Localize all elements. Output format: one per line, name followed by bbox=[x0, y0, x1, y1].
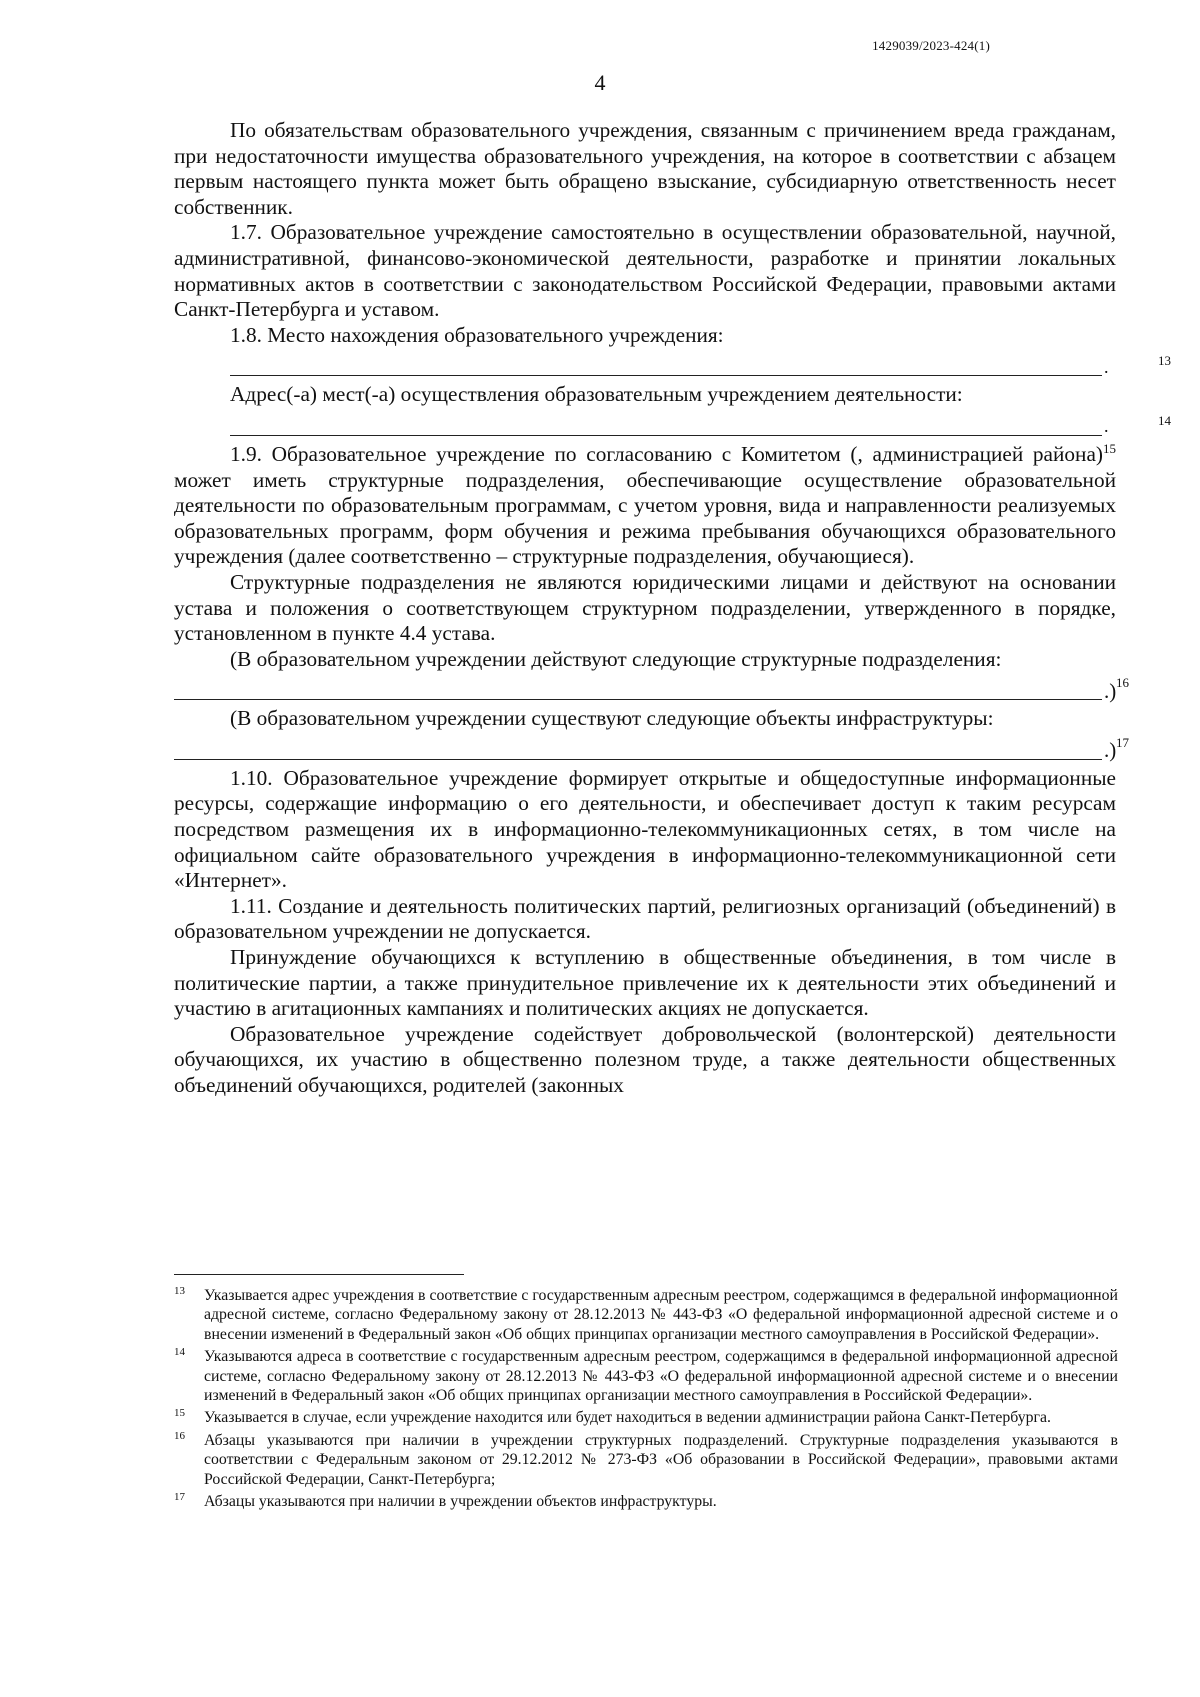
paragraph-text: может иметь структурные подразделения, обеспечивающие осуществление образовательной деятельности по образовательным программам, с учетом уровня, вида и направленности реализуемых образовательных программ, форм обучения и режима пребывания обучающихся образовательного учреждения (далее соответственно – структурные подразделения, обучающиеся). bbox=[174, 467, 1116, 569]
paragraph-1-11: 1.11. Создание и деятельность политических партий, религиозных организаций (объединений) в образовательном учреждении не допускается. bbox=[174, 893, 1116, 944]
footnote-ref-14[interactable]: 14 bbox=[1158, 412, 1171, 428]
footnote-text: Указываются адреса в соответствие с государственным адресным реестром, содержащимся в федеральной информационной адресной системе, согласно Федеральному закону от 28.12.2013 № 443-ФЗ «О федеральной информационной адресной системе и о внесении изменений в Федеральный закон «Об общих принципах организации местного самоуправления в Российской Федерации». bbox=[204, 1348, 1118, 1405]
footnote-number: 15 bbox=[174, 1407, 185, 1420]
fill-in-line-structural-units bbox=[230, 672, 1129, 706]
page-number: 4 bbox=[594, 70, 606, 95]
line-end-punctuation: . bbox=[1104, 416, 1109, 437]
footnote-text: Указывается в случае, если учреждение находится или будет находиться в ведении администрации района Санкт-Петербурга. bbox=[204, 1409, 1051, 1427]
footnote-13 bbox=[174, 1286, 1118, 1344]
fill-in-rule bbox=[174, 759, 1102, 760]
footnote-text: Абзацы указываются при наличии в учреждении структурных подразделений. Структурные подразделения указываются в соответствии с Федеральным законом от 29.12.2012 № 273-ФЗ «Об образовании в Российской Федерации», правовыми актами Российской Федерации, Санкт-Петербурга; bbox=[204, 1431, 1118, 1488]
footnote-ref-13[interactable]: 13 bbox=[1158, 353, 1171, 369]
paragraph-structural-units: (В образовательном учреждении действуют следующие структурные подразделения: bbox=[230, 646, 1002, 671]
footnote-17 bbox=[174, 1492, 1118, 1511]
paragraph-address: Адрес(-а) мест(-а) осуществления образовательным учреждением деятельности: bbox=[230, 382, 963, 407]
fill-in-rule bbox=[230, 435, 1102, 436]
footnote-15 bbox=[174, 1408, 1118, 1427]
paragraph-1-7: 1.7. Образовательное учреждение самостоятельно в осуществлении образовательной, научной, административной, финансово-экономической деятельности, разработке и принятии локальных нормативных актов в соответствии с законодательством Российской Федерации, правовыми актами Санкт-Петербурга и уставом. bbox=[174, 220, 1116, 322]
paragraph-1-9 bbox=[174, 442, 1116, 570]
footnote-ref-16[interactable]: 16 bbox=[1116, 675, 1129, 691]
footnote-16 bbox=[174, 1431, 1118, 1489]
fill-in-rule bbox=[230, 375, 1102, 376]
footnotes bbox=[174, 1286, 1118, 1514]
paragraph-text: 1.9. Образовательное учреждение по согласованию с Комитетом (, администрацией района) bbox=[230, 441, 1103, 466]
fill-in-rule bbox=[174, 699, 1102, 700]
paragraph: По обязательствам образовательного учреждения, связанным с причинением вреда гражданам, при недостаточности имущества образовательного учреждения, на которое в соответствии с абзацем первым настоящего пункта может быть обращено взыскание, субсидиарную ответственность несет собственник. bbox=[174, 118, 1116, 219]
footnote-ref-17[interactable]: 17 bbox=[1116, 734, 1129, 750]
line-end-punctuation: .) bbox=[1104, 678, 1117, 703]
paragraph: Структурные подразделения не являются юридическими лицами и действуют на основании устава и положения о соответствующем структурном подразделении, утвержденного в порядке, установленном в пункте 4.4 устава. bbox=[174, 569, 1116, 646]
paragraph: Принуждение обучающихся к вступлению в общественные объединения, в том числе в политические партии, а также принудительное привлечение их к деятельности этих объединений и участию в агитационных кампаниях и политических акциях не допускается. bbox=[174, 945, 1116, 1021]
fill-in-line-infrastructure bbox=[230, 732, 1129, 766]
document-body bbox=[174, 118, 1171, 1099]
paragraph-1-10: 1.10. Образовательное учреждение формирует открытые и общедоступные информационные ресурсы, содержащие информацию о его деятельности, и обеспечивает доступ к таким ресурсам посредством размещения их в информационно-телекоммуникационных сетях, в том числе на официальном сайте образовательного учреждения в информационно-телекоммуникационной сети «Интернет». bbox=[174, 765, 1116, 893]
footnote-ref-15[interactable]: 15 bbox=[1103, 440, 1116, 456]
footnote-number: 13 bbox=[174, 1285, 185, 1297]
footnote-separator bbox=[174, 1274, 464, 1275]
paragraph-1-8: 1.8. Место нахождения образовательного учреждения: bbox=[230, 322, 724, 347]
fill-in-line-location bbox=[230, 348, 1171, 382]
line-end-punctuation: .) bbox=[1104, 738, 1117, 763]
line-end-punctuation: . bbox=[1104, 356, 1109, 377]
fill-in-line-address bbox=[230, 408, 1171, 442]
footnote-text: Абзацы указываются при наличии в учреждении объектов инфраструктуры. bbox=[204, 1493, 717, 1511]
footnote-number: 17 bbox=[174, 1491, 185, 1504]
footnote-number: 16 bbox=[174, 1429, 185, 1442]
footnote-number: 14 bbox=[174, 1346, 185, 1359]
document-id: 1429039/2023-424(1) bbox=[872, 38, 990, 53]
footnote-text: Указывается адрес учреждения в соответствие с государственным адресным реестром, содержащимся в федеральной информационной адресной системе, согласно Федеральному закону от 28.12.2013 № 443-ФЗ «О федеральной информационной адресной системе и о внесении изменений в Федеральный закон «Об общих принципах организации местного самоуправления в Российской Федерации». bbox=[204, 1287, 1118, 1343]
footnote-14 bbox=[174, 1347, 1118, 1405]
paragraph: Образовательное учреждение содействует добровольческой (волонтерской) деятельности обучающихся, их участию в общественно полезном труде, а также деятельности общественных объединений обучающихся, родителей (законных bbox=[174, 1021, 1116, 1097]
paragraph-infrastructure: (В образовательном учреждении существуют следующие объекты инфраструктуры: bbox=[230, 706, 994, 731]
